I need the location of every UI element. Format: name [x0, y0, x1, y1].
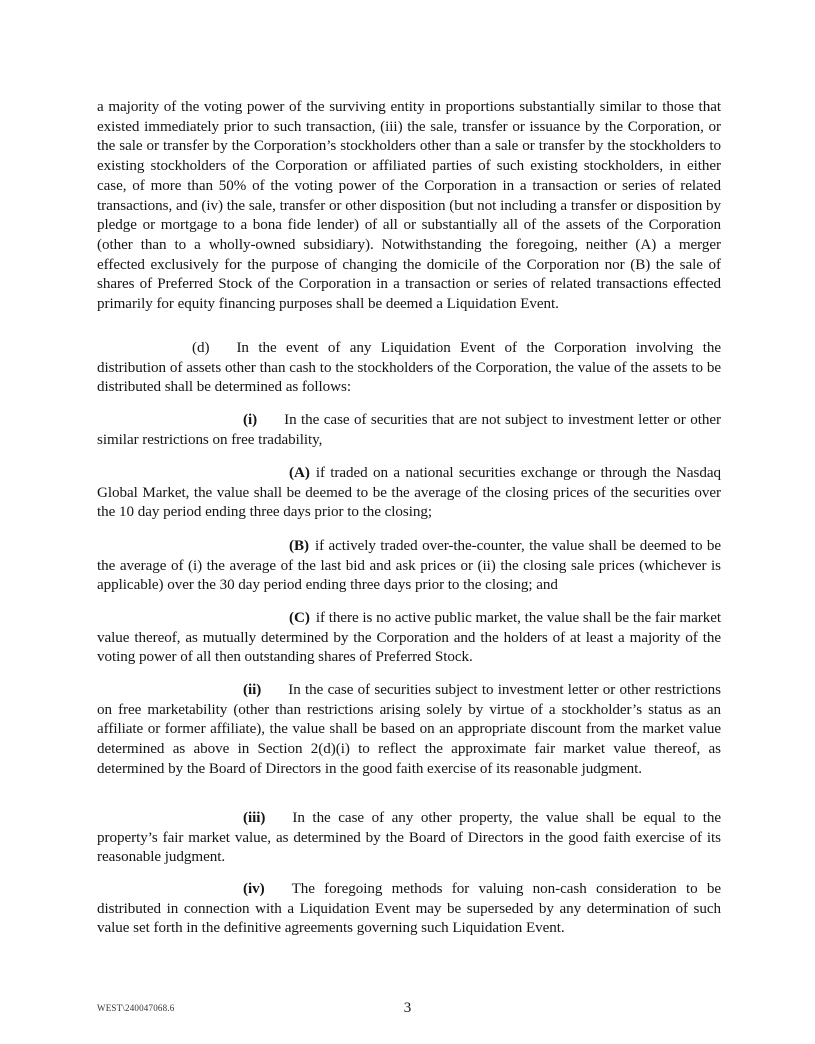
paragraph-A-text: if traded on a national securities exchange or through the Nasdaq Global Market, the value shall be deemed to be the average of the closing prices of the securities over the 10 day period ending three days prior to the closing; — [97, 465, 721, 521]
paragraph-i-text: In the case of securities that are not subject to investment letter or other similar restrictions on free tradability, — [97, 412, 721, 448]
paragraph-C-label: (C) — [289, 610, 310, 626]
paragraph-A-label: (A) — [289, 465, 310, 481]
paragraph-iii-text: In the case of any other property, the value shall be equal to the property’s fair market value, as determined by the Board of Directors in the good faith exercise of its reasonable judgment. — [97, 810, 721, 866]
paragraph-C-text: if there is no active public market, the value shall be the fair market value thereof, as mutually determined by the Corporation and the holders of at least a majority of the voting power of all then outstanding shares of Preferred Stock. — [97, 610, 721, 666]
paragraph-B — [97, 537, 721, 596]
paragraph-A — [97, 464, 721, 523]
paragraph-d-label: (d) — [192, 340, 210, 356]
page-number: 3 — [403, 1000, 412, 1016]
paragraph-i — [97, 411, 721, 450]
paragraph-d-text: In the event of any Liquidation Event of the Corporation involving the distribution of assets other than cash to the stockholders of the Corporation, the value of the assets to be distributed shall be determined as follows: — [97, 340, 721, 396]
paragraph-iv — [97, 880, 721, 939]
paragraph-iii — [97, 809, 721, 868]
paragraph-B-text: if actively traded over-the-counter, the value shall be deemed to be the average of (i) the average of the last bid and ask prices or (ii) the closing sale prices (whichever is applicable) over the 30 day period ending three days prior to the closing; and — [97, 538, 721, 594]
paragraph-ii — [97, 681, 721, 780]
paragraph-i-label: (i) — [243, 412, 258, 428]
paragraph-C — [97, 609, 721, 668]
paragraph-d — [97, 339, 721, 398]
paragraph-B-label: (B) — [289, 538, 309, 554]
paragraph-iii-label: (iii) — [243, 810, 266, 826]
paragraph-ii-label: (ii) — [243, 682, 262, 698]
paragraph-ii-text: In the case of securities subject to investment letter or other restrictions on free marketability (other than restrictions arising solely by virtue of a stockholder’s status as an affiliate or former affiliate), the value shall be based on an appropriate discount from the market value determined as above in Section 2(d)(i) to reflect the approximate fair market value thereof, as determined by the Board of Directors in the good faith exercise of its reasonable judgment. — [97, 682, 721, 777]
document-id: WEST\240047068.6 — [97, 1003, 175, 1013]
paragraph-liquidation-continuation: a majority of the voting power of the surviving entity in proportions substantially similar to those that existed immediately prior to such transaction, (iii) the sale, transfer or issuance by the Corporation, or the sale or transfer by the Corporation’s stockholders other than a sale or transfer by the stockholders to existing stockholders of the Corporation or affiliated parties of such existing stockholders, in either case, of more than 50% of the voting power of the Corporation in a transaction or series of related transactions, and (iv) the sale, transfer or other disposition (but not including a transfer or disposition by pledge or mortgage to a bona fide lender) of all or substantially all of the assets of the Corporation (other than to a wholly-owned subsidiary). Notwithstanding the foregoing, neither (A) a merger effected exclusively for the purpose of changing the domicile of the Corporation nor (B) the sale of shares of Preferred Stock of the Corporation in a transaction or series of related transactions effected primarily for equity financing purposes shall be deemed a Liquidation Event. — [97, 99, 721, 313]
paragraph-iv-label: (iv) — [243, 881, 265, 897]
paragraph-iv-text: The foregoing methods for valuing non-cash consideration to be distributed in connection with a Liquidation Event may be superseded by any determination of such value set forth in the definitive agreements governing such Liquidation Event. — [97, 881, 721, 937]
